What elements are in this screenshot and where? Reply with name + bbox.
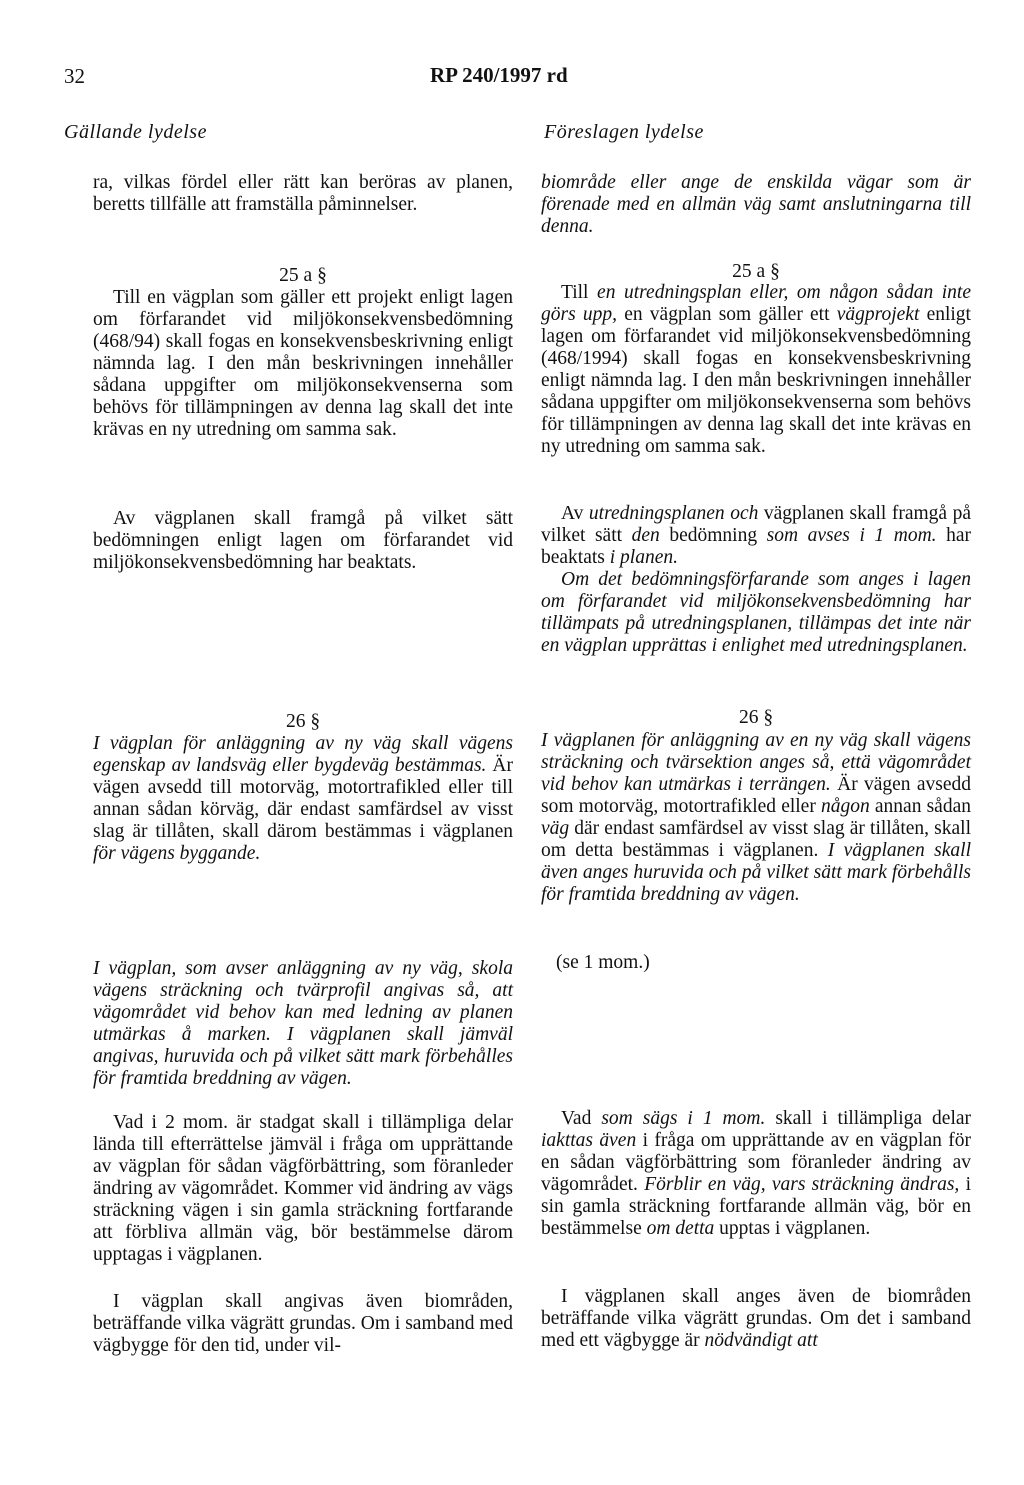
right-s25a-p2-a: Av xyxy=(561,503,589,524)
right-s26-p4-a: I vägplanen skall anges även de biområden beträffande vilka vägrätt grundas. Om det i samband med ett vägbygge är xyxy=(541,1286,971,1351)
right-s25a-p1-b: en utredningsplan eller, om någon sådan inte görs upp, xyxy=(541,282,971,325)
left-section-25a-heading: 25 a § xyxy=(279,265,327,286)
right-s25a-p1-d: vägprojekt xyxy=(836,304,920,325)
right-s25a-p2-g: har beaktats xyxy=(541,525,971,568)
left-s26-p1-italic-a: I vägplan för anläggning av ny väg skall vägens egenskap av landsväg eller bygdeväg bestämmas. xyxy=(93,733,513,776)
right-section-26-paragraph-1 xyxy=(541,730,971,906)
right-column-heading: Föreslagen lydelse xyxy=(544,121,704,143)
right-s26-p1-g: I vägplanen skall även anges huruvida och på vilket sätt mark förbehålls för framtida breddning av vägen. xyxy=(541,840,971,905)
right-section-25a-paragraph-1 xyxy=(541,282,971,458)
left-section-25a-paragraph-1: Till en vägplan som gäller ett projekt enligt lagen om förfarandet vid miljökonsekvensbedömning (468/94) skall fogas en konsekvensbeskrivning enligt nämnda lag. I den mån beskrivningen innehåller sådana uppgifter om miljökonsekvenserna som behövs för tillämpningen av denna lag skall det inte krävas en ny utredning om samma sak. xyxy=(93,287,513,440)
right-section-25a-heading: 25 a § xyxy=(732,261,780,282)
right-intro: biområde eller ange de enskilda vägar som är förenade med en allmän väg samt anslutningarna till denna. xyxy=(541,172,971,237)
right-s26-p3-e: i fråga om upprättande av en vägplan för en sådan vägförbättring som föranleder ändring av vägområdet. xyxy=(541,1130,972,1195)
right-s26-p3-g: i sin gamla sträckning fortfarande allmän väg, bör en bestämmelse xyxy=(541,1174,971,1239)
left-section-26-paragraph-3: Vad i 2 mom. är stadgat skall i tillämpliga delar lända till efterrättelse jämväl i fråga om upprättande av vägplan för sådan vägförbättring, som föranleder ändring av vägområdet. Kommer vid ändring av vägs sträckning vägen i sin gamla sträckning fortfarande att förbliva allmän väg, bör bestämmelse därom upptagas i vägplanen. xyxy=(93,1112,513,1265)
right-s26-p3-a: Vad xyxy=(561,1108,602,1129)
running-title: RP 240/1997 rd xyxy=(430,63,568,87)
left-section-26-paragraph-1 xyxy=(93,733,513,865)
right-s25a-p2-h: i planen. xyxy=(609,547,679,568)
right-s26-p1-b: Är vägen avsedd som motorväg, motortrafikled eller xyxy=(541,774,971,817)
right-section-26-reference: (se 1 mom.) xyxy=(556,952,650,973)
right-section-25a-paragraph-2 xyxy=(541,503,971,569)
left-s26-p1-text: Är vägen avsedd till motorväg, motortrafikled eller till annan sådan körväg, där endast samfärdsel av visst slag är tillåten, skall därom bestämmas i vägplanen xyxy=(93,755,514,842)
right-s26-p4-b: nödvändigt att xyxy=(704,1330,818,1351)
right-s26-p1-c: någon xyxy=(820,796,870,817)
right-s25a-p2-c: vägplanen skall framgå på vilket sätt xyxy=(541,503,971,546)
right-s26-p3-i: upptas i vägplanen. xyxy=(714,1218,871,1239)
left-section-26-paragraph-2: I vägplan, som avser anläggning av ny väg, skola vägens sträckning och tvärprofil angivas så, att vägområdet vid behov kan med ledning av planen utmärkas å marken. I vägplanen skall jämväl angivas, huruvida och på vilket sätt mark förbehålles för framtida breddning av vägen. xyxy=(93,958,513,1089)
right-s26-p3-f: Förblir en väg, vars sträckning ändras, xyxy=(644,1174,960,1195)
right-s26-p1-e: väg xyxy=(541,818,570,839)
right-s25a-p1-c: en vägplan som gäller ett xyxy=(617,304,837,325)
left-section-26-heading: 26 § xyxy=(285,711,321,732)
right-s26-p3-h: om detta xyxy=(646,1218,715,1239)
right-s26-p3-b: som sägs i 1 mom. xyxy=(601,1108,766,1129)
left-column-heading: Gällande lydelse xyxy=(64,121,207,143)
right-s25a-p1-e: enligt lagen om förfarandet vid miljökonsekvensbedömning (468/1994) skall fogas en konsekvensbeskrivning enligt nämnda lag. I den mån beskrivningen innehåller sådana uppgifter om miljökonsekvenserna som behövs för tillämpningen av denna lag skall det inte krävas en ny utredning om samma sak. xyxy=(541,304,971,457)
right-s26-p1-a: I vägplanen för anläggning av en ny väg skall vägens sträckning och tvärsektion anges så, että vägområdet vid behov kan utmärkas i terrängen. xyxy=(541,730,971,795)
left-section-26-paragraph-4: I vägplan skall angivas även biområden, beträffande vilka vägrätt grundas. Om i samband med vägbygge för den tid, under vil- xyxy=(93,1291,513,1356)
right-s26-p1-d: annan sådan xyxy=(869,796,971,817)
right-s25a-p2-e: bedömning xyxy=(659,525,767,546)
right-section-26-paragraph-4 xyxy=(541,1286,971,1352)
right-section-26-paragraph-3 xyxy=(541,1108,971,1240)
right-section-25a-paragraph-3: Om det bedömningsförfarande som anges i lagen om förfarandet vid miljökonsekvensbedömning har tillämpats på utredningsplanen, tillämpas det inte när en vägplan upprättas i enlighet med utredningsplanen. xyxy=(541,569,971,656)
right-s26-p1-f: där endast samfärdsel av visst slag är tillåten, skall om detta bestämmas i vägplanen. xyxy=(541,818,971,861)
left-section-25a-paragraph-2: Av vägplanen skall framgå på vilket sätt bedömningen enligt lagen om förfarandet vid miljökonsekvensbedömning har beaktats. xyxy=(93,508,513,573)
right-s25a-p2-f: som avses i 1 mom. xyxy=(766,525,937,546)
right-s26-p3-c: skall i tillämpliga delar xyxy=(765,1108,972,1129)
right-s26-p3-d: iakttas även xyxy=(541,1130,637,1151)
right-s25a-p2-b: utredningsplanen och xyxy=(588,503,759,524)
right-s25a-p1-a: Till xyxy=(561,282,598,303)
right-s25a-p2-d: den xyxy=(631,525,660,546)
left-intro: ra, vilkas fördel eller rätt kan beröras av planen, beretts tillfälle att framställa påminnelser. xyxy=(93,172,513,215)
right-section-26-heading: 26 § xyxy=(738,707,774,728)
page-number: 32 xyxy=(64,64,85,88)
left-s26-p1-italic-c: för vägens byggande. xyxy=(93,843,261,864)
